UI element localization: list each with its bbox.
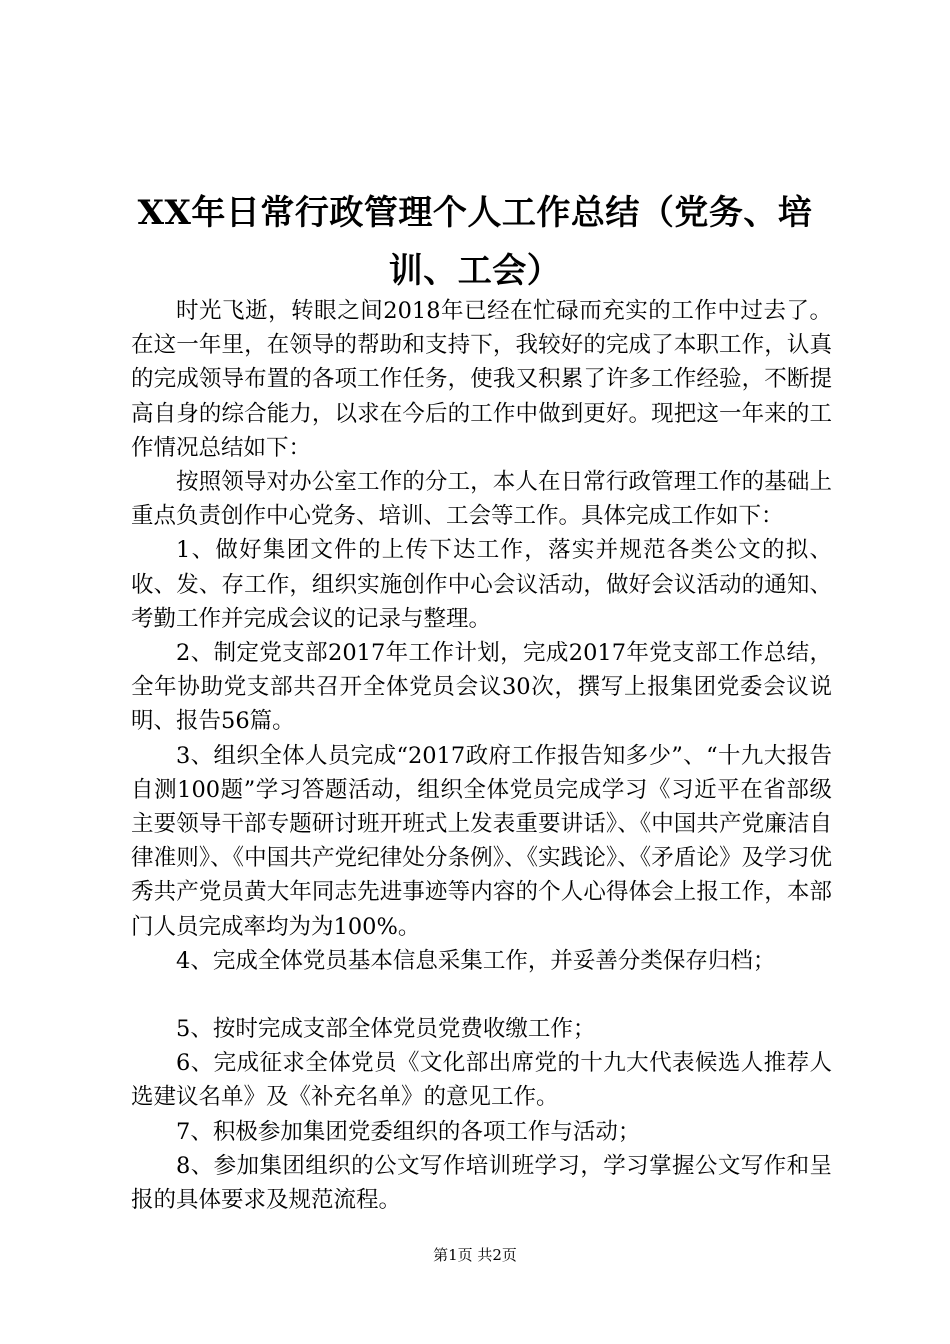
list-item-2: 2、制定党支部2017年工作计划，完成2017年党支部工作总结，全年协助党支部共召开全体党员会议30次，撰写上报集团党委会议说明、报告56篇。	[131, 640, 832, 735]
page-footer: 第1页 共2页	[433, 1246, 517, 1264]
list-item-3: 3、组织全体人员完成“2017政府工作报告知多少”、“十九大报告自测100题”学习答题活动，组织全体党员完成学习《习近平在省部级主要领导干部专题研讨班开班式上发表重要讲话》、《中国共产党廉洁自律准则》、《中国共产党纪律处分条例》、《实践论》、《矛盾论》及学习优秀共产党员黄大年同志先进事迹等内容的个人心得体会上报工作，本部门人员完成率均为为100%。	[131, 742, 832, 940]
document-body	[131, 294, 832, 1217]
list-item-6: 6、完成征求全体党员《文化部出席党的十九大代表候选人推荐人选建议名单》及《补充名单》的意见工作。	[131, 1050, 832, 1111]
paragraph-overview: 按照领导对办公室工作的分工，本人在日常行政管理工作的基础上重点负责创作中心党务、培训、工会等工作。具体完成工作如下：	[131, 469, 832, 530]
list-item-8: 8、参加集团组织的公文写作培训班学习，学习掌握公文写作和呈报的具体要求及规范流程。	[131, 1152, 832, 1214]
list-item-7: 7、积极参加集团党委组织的各项工作与活动；	[176, 1118, 641, 1145]
paragraph-intro: 时光飞逝，转眼之间2018年已经在忙碌而充实的工作中过去了。在这一年里，在领导的帮助和支持下，我较好的完成了本职工作，认真的完成领导布置的各项工作任务，使我又积累了许多工作经验，不断提高自身的综合能力，以求在今后的工作中做到更好。现把这一年来的工作情况总结如下：	[131, 298, 832, 461]
list-item-4: 4、完成全体党员基本信息采集工作，并妥善分类保存归档；	[176, 947, 776, 974]
list-item-5: 5、按时完成支部全体党员党费收缴工作；	[176, 1016, 596, 1043]
page-title: XX年日常行政管理个人工作总结（党务、培训、工会）	[137, 193, 813, 291]
list-item-1: 1、做好集团文件的上传下达工作，落实并规范各类公文的拟、收、发、存工作，组织实施创作中心会议活动，做好会议活动的通知、考勤工作并完成会议的记录与整理。	[131, 537, 832, 632]
